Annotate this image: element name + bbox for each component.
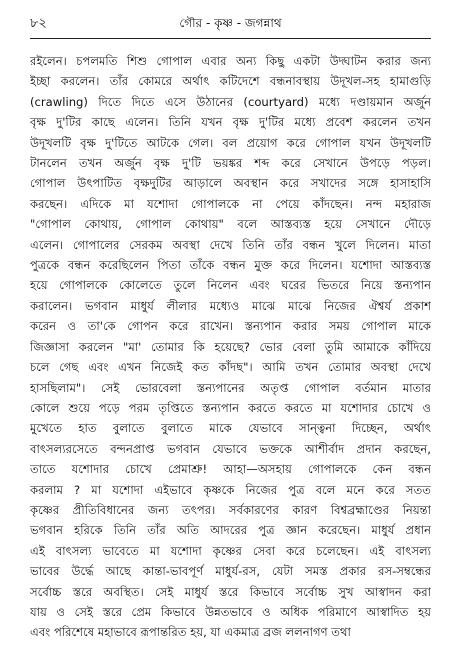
text-line: ভগবান হরিকে তিনি তাঁর অতি আদরের পুত্র জ্ঞান করেছেন। মাধুর্য প্রধান <box>30 523 431 538</box>
text-line: করেন ও তা'কে গোপন করে রাখেন। স্তন্যপান করার সময় গোপাল মাকে <box>30 319 431 334</box>
text-line: সর্বোচ্চ স্তরে অবস্থিত। সেই মাধুর্য স্তরে কিভাবে সর্বোচ্চ সুখ আস্বাদন করা <box>30 584 431 599</box>
text-line: ইচ্ছা করলেন। তাঁর কোমরে অর্থাৎ কটিদেশে বন্ধনাবস্থায় উদূখল-সহ হামাগুড়ি <box>30 74 431 89</box>
text-line: কৃষ্ণের প্রীতিবিধানের জন্য তৎপর। সর্বকারণের কারণ বিশ্বব্রহ্মাণ্ডের নিয়ন্তা <box>30 502 431 517</box>
text-line: হয়ে গোপালকে কোলেতে তুলে নিলেন এবং ঘরের ভিতরে নিয়ে স্তন্যপান <box>30 278 431 293</box>
text-line: জিজ্ঞাসা করলেন "মা' তোমার কি হয়েছে? ভোর বেলা তুমি আমাকে কাঁদিয়ে <box>30 339 431 354</box>
text-line: ভাবের উর্দ্ধে আছে কান্তা-ভাবপূর্ণ মাধুর্য-রস, যেটা সমস্ত প্রকার রস-সম্বন্ধের <box>30 564 431 579</box>
text-line: টানলেন তখন অর্জুন বৃক্ষ দু'টি ভয়ঙ্কর শব্দ করে সেখানে উপড়ে পড়ল। <box>30 156 431 171</box>
text-line: চলে গেছ এবং এখন নিজেই কত কাঁদছ"। আমি তখন তোমার অবস্থা দেখে <box>30 360 431 375</box>
text-line: (crawling) দিতে দিতে এসে উঠানের (courtyard) মধ্যে দণ্ডায়মান অর্জুন <box>30 94 431 109</box>
text-line: হাসছিলাম"। সেই ভোরবেলা স্তন্যপানের অতৃপ্ত গোপাল বর্তমান মাতার <box>30 380 431 395</box>
body-paragraph <box>30 51 431 643</box>
page-number: ৮২ <box>30 16 47 31</box>
text-line: এবং পরিশেষে মহাভাবে রূপান্তরিত হয়, যা একমাত্র ব্রজ ললনাগণ তথা <box>30 625 351 640</box>
running-title: গৌর - কৃষ্ণ - জগন্নাথ <box>179 16 282 30</box>
text-line: রইলেন। চপলমতি শিশু গোপাল এবার অন্য কিছু একটা উদ্ঘাটন করার জন্য <box>30 54 431 68</box>
text-line: বৃক্ষ দু'টির কাছে এলেন। তিনি যখন বৃক্ষ দু'টির মধ্যে প্রবেশ করলেন তখন <box>30 115 431 130</box>
text-line: করছেন। এদিকে মা যশোদা গোপালকে না পেয়ে কাঁদছেন। নন্দ মহারাজ <box>30 196 431 211</box>
text-line: মুখেতে হাত বুলাতে বুলাতে মাকে যেভাবে সান্ত্বনা দিচ্ছেন, অর্থাৎ <box>30 421 431 436</box>
page-header <box>30 14 431 39</box>
text-line: "গোপাল কোথায়, গোপাল কোথায়" বলে আস্তব্যস্ত হয়ে সেখানে দৌড়ে <box>30 217 431 232</box>
text-line: করলাম ? মা যশোদা এইভাবে কৃষ্ণকে নিজের পুত্র বলে মনে করে সতত <box>30 482 431 497</box>
text-line: করালেন। ভগবান মাধুর্য লীলার মধ্যেও মাঝে মাঝে নিজের ঐশ্বর্য প্রকাশ <box>30 298 431 313</box>
text-line: গোপাল উৎপাটিত বৃক্ষদুটির আড়ালে অবস্থান করে সখাদের সঙ্গে হাসাহাসি <box>30 176 431 191</box>
text-line: উদূখলটি বৃক্ষ দু'টিতে আটকে গেল। বল প্রয়োগ করে গোপাল যখন উদূখলটি <box>30 135 431 150</box>
text-line: তাতে যশোদার চোখে প্রেমাশ্রু! আহা—অসহায় গোপালকে কেন বন্ধন <box>30 462 431 477</box>
text-line: পুত্রকে বন্ধন করেছিলেন পিতা তাঁকে বন্ধন মুক্ত করে দিলেন। যশোদা আস্তব্যস্ত <box>30 258 431 273</box>
text-line: এলেন। গোপালের সেরকম অবস্থা দেখে তিনি তাঁর বন্ধন খুলে দিলেন। মাতা <box>30 237 431 252</box>
text-line: যায় ও সেই স্তরে প্রেম কিভাবে উন্নতভাবে ও অধিক পরিমাণে আস্বাদিত হয় <box>30 604 431 619</box>
text-line: কোলে শুয়ে পড়ে পরম তৃপ্তিতে স্তন্যপান করতে করতে মা যশোদার চোখে ও <box>30 400 431 415</box>
text-line: এই বাৎসল্য ভাবেতে মা যশোদা কৃষ্ণের সেবা করে চলেছেন। এই বাৎসল্য <box>30 543 431 558</box>
text-line: বাৎসল্যরসেতে বন্দনপ্রাপ্ত ভগবান যেভাবে ভক্তকে আশীর্বাদ প্রদান করছেন, <box>30 441 431 456</box>
